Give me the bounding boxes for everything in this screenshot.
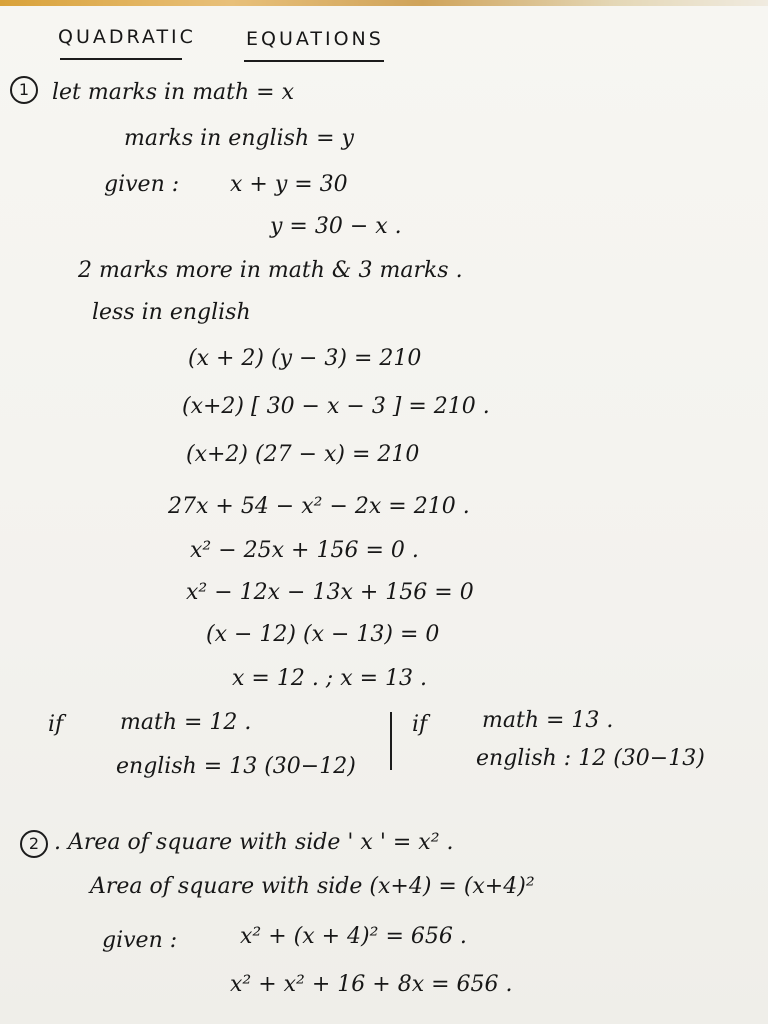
question-number-2: 2: [20, 830, 48, 858]
q1-line-11: 27x + 54 − x² − 2x = 210 .: [168, 494, 470, 519]
q1-line-5: y = 30 − x .: [270, 214, 402, 239]
q1-line-1: let marks in math = x: [52, 80, 295, 105]
q1-line-12: x² − 25x + 156 = 0 .: [190, 538, 419, 563]
q1-line-6: 2 marks more in math & 3 marks .: [78, 258, 463, 283]
heading-underline-left: [60, 58, 182, 60]
q2-line-3: given :: [102, 928, 178, 953]
q1-line-14: (x − 12) (x − 13) = 0: [206, 622, 440, 647]
case-left-math: math = 12 .: [120, 710, 252, 735]
case-left-if: if: [48, 712, 64, 737]
q1-line-3: given :: [104, 172, 180, 197]
q1-line-8: (x + 2) (y − 3) = 210: [188, 346, 422, 371]
q1-line-13: x² − 12x − 13x + 156 = 0: [186, 580, 474, 605]
heading-underline-right: [244, 60, 384, 62]
q2-line-2: Area of square with side (x+4) = (x+4)²: [90, 874, 535, 899]
q1-line-4: x + y = 30: [230, 172, 348, 197]
q1-line-9: (x+2) [ 30 − x − 3 ] = 210 .: [182, 394, 490, 419]
q1-line-7: less in english: [92, 300, 251, 325]
q1-line-2: marks in english = y: [124, 126, 354, 151]
q2-line-1: . Area of square with side ' x ' = x² .: [54, 830, 454, 855]
q1-line-15: x = 12 . ; x = 13 .: [232, 666, 428, 691]
q1-line-10: (x+2) (27 − x) = 210: [186, 442, 420, 467]
case-right-math: math = 13 .: [482, 708, 614, 733]
case-divider: [390, 712, 392, 770]
heading-word-left: QUADRATIC: [58, 26, 196, 48]
q2-line-5: x² + x² + 16 + 8x = 656 .: [230, 972, 513, 997]
case-left-english: english = 13 (30−12): [116, 754, 356, 779]
case-right-english: english : 12 (30−13): [476, 746, 705, 771]
case-right-if: if: [412, 712, 428, 737]
question-number-1: 1: [10, 76, 38, 104]
q2-line-4: x² + (x + 4)² = 656 .: [240, 924, 467, 949]
heading-word-right: EQUATIONS: [246, 28, 384, 50]
page-top-edge: [0, 0, 768, 6]
